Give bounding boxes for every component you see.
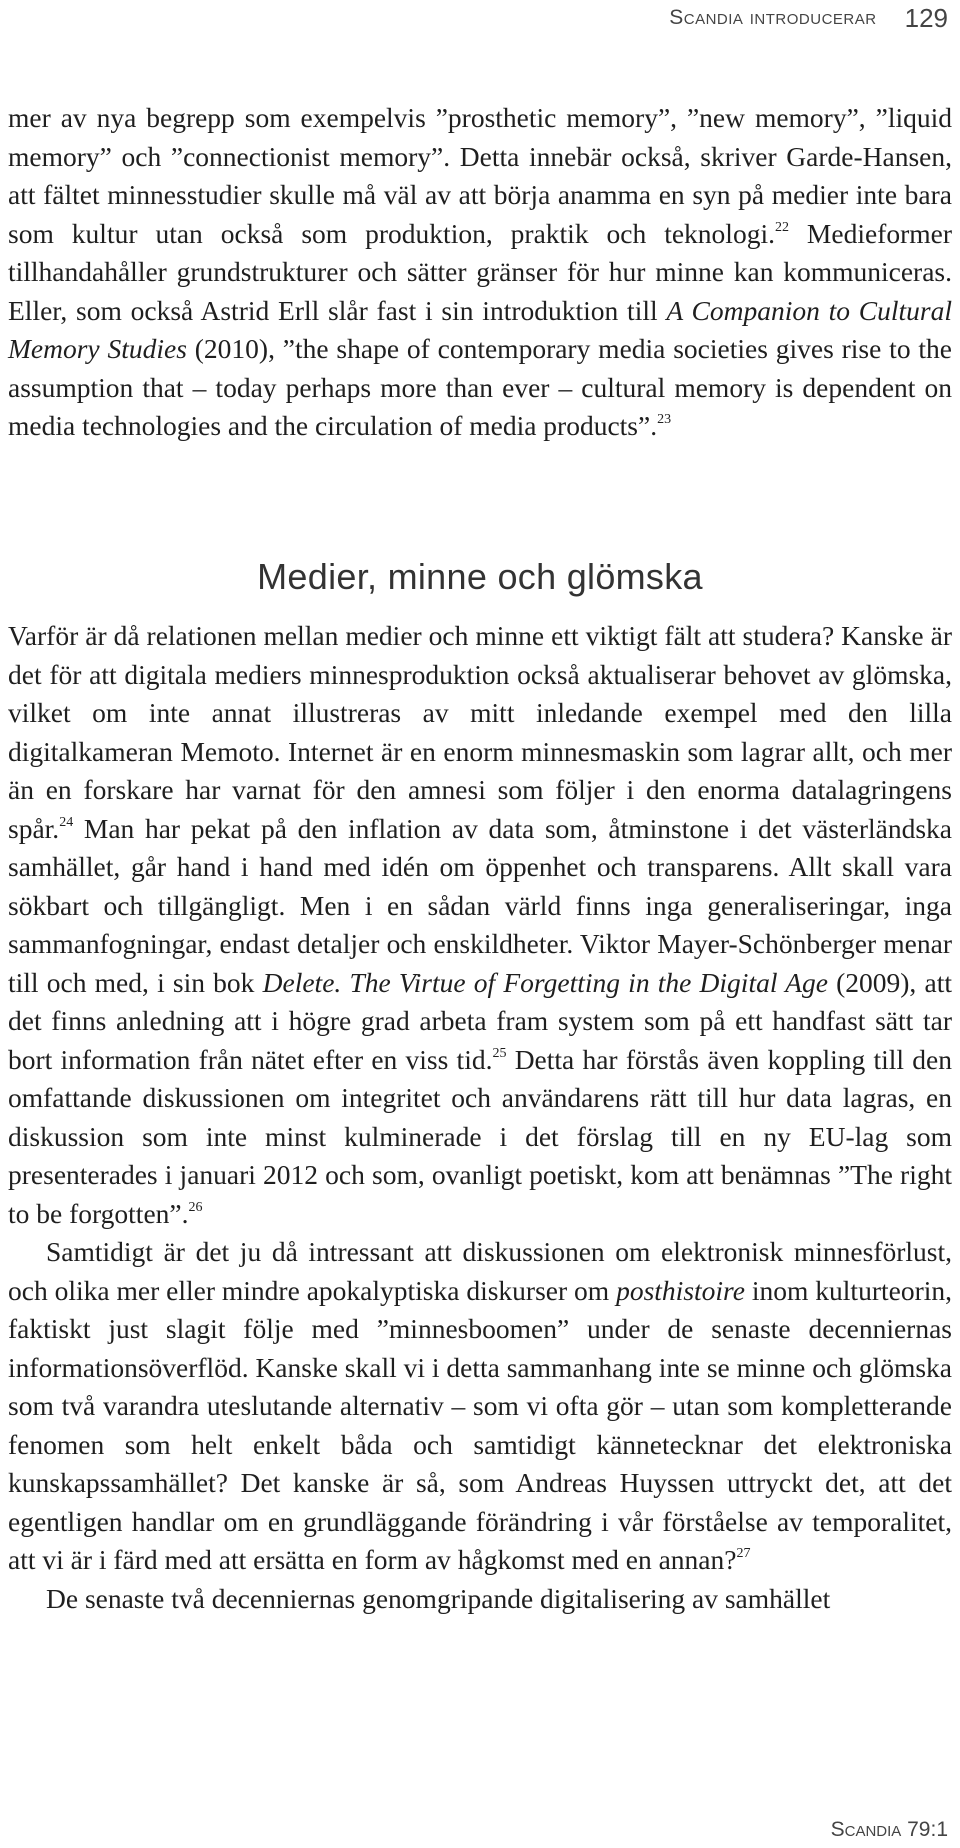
paragraph-2 xyxy=(8,617,952,1233)
footnote-ref-22: 22 xyxy=(774,219,789,235)
running-footer xyxy=(831,1812,948,1848)
footnote-ref-27: 27 xyxy=(736,1546,751,1561)
text-block-section xyxy=(8,617,952,1618)
paragraph-3-text-b: inom kulturteorin, faktiskt just slagit följe med ”minnesboomen” under de senaste decenniernas informationsöverflöd. Kanske skall vi i detta sammanhang inte se minne och glömska som två varandra uteslutande alternativ – som vi ofta gör – utan som kompletterande fenomen som helt enkelt båda och samtidigt kännetecknar det elektroniska kunskapssamhället? Det kanske är så, som Andreas Huyssen uttryckt det, att det egentligen handlar om en grundläggande förändring i vår förståelse av temporalitet, att vi är i färd med att ersätta en form av hågkomst med en annan? xyxy=(8,1274,952,1575)
paragraph-4 xyxy=(8,1580,952,1619)
running-header-title: Scandia introducerar xyxy=(669,6,877,29)
footnote-ref-23: 23 xyxy=(657,412,672,427)
paragraph-2-text-a: Varför är då relationen mellan medier och minne ett viktigt fält att studera? Kanske är det för att digitala mediers minnesproduktion också aktualiserar behovet av glömska, vilket om inte annat illustreras av mitt inledande exempel med den lilla digitalkameran Memoto. Internet är en enorm minnesmaskin som lagrar allt, och mer än en forskare har varnat för den amnesi som följer i den enorma datalagringens spår. xyxy=(8,620,952,844)
footnote-ref-26: 26 xyxy=(188,1199,203,1215)
paragraph-1-text-b: Medieformer tillhandahåller grundstrukturer och sätter gränser för hur minne kan kommuniceras. Eller, som också Astrid Erll slår fast i sin introduktion till xyxy=(8,217,953,326)
running-header xyxy=(669,0,948,36)
paragraph-3 xyxy=(8,1233,952,1580)
book-title-delete: Delete. The Virtue of Forgetting in the Digital Age xyxy=(262,966,828,998)
book-title-companion: A Companion to Cultural Memory Studies xyxy=(8,294,952,364)
paragraph-1-text-a: mer av nya begrepp som exempelvis ”prosthetic memory”, ”new memory”, ”liquid memory” och ”connectionist memory”. Detta innebär också, skriver Garde-Hansen, att fältet minnesstudier skulle må väl av att börja anamma en syn på medier inte bara som kultur utan också som produktion, praktik och teknologi. xyxy=(8,102,952,249)
page-number: 129 xyxy=(904,2,948,33)
paragraph-2-text-d: Detta har förstås även koppling till den omfattande diskussionen om integritet och användarens rätt till hur data lagras, en diskussion som inte minst kulminerade i det förslag till en ny EU-lag som presenterades i januari 2012 och som, ovanligt poetiskt, kom att benämnas ”The right to be forgotten”. xyxy=(8,1043,952,1229)
paragraph-1-text-c: (2010), ”the shape of contemporary media societies gives rise to the assumption that – today perhaps more than ever – cultural memory is dependent on media technologies and the circulation of media products”. xyxy=(8,333,952,441)
footnote-ref-24: 24 xyxy=(59,814,74,830)
term-posthistoire: posthistoire xyxy=(616,1274,745,1306)
paragraph-2-text-b: Man har pekat på den inflation av data som, åtminstone i det västerländska samhället, går hand i hand med idén om öppenhet och transparens. Allt skall vara sökbart och tillgängligt. Men i en sådan värld finns inga generaliseringar, inga sammanfogningar, endast detaljer och enskildheter. Viktor Mayer-Schönberger menar till och med, i sin bok xyxy=(8,812,952,998)
paragraph-2-text-c: (2009), att det finns anledning att i högre grad arbeta fram system som på ett handfast sätt tar bort information från nätet efter en viss tid. xyxy=(8,966,952,1075)
text-block-intro xyxy=(8,99,952,446)
paragraph-3-text-a: Samtidigt är det ju då intressant att diskussionen om elektronisk minnesförlust, och olika mer eller mindre apokalyptiska diskurser om xyxy=(8,1236,952,1306)
journal-issue: Scandia 79:1 xyxy=(830,1818,948,1841)
footnote-ref-25: 25 xyxy=(492,1045,507,1061)
section-heading: Medier, minne och glömska xyxy=(257,556,703,597)
paragraph-1 xyxy=(8,99,952,446)
paragraph-4-text: De senaste två decenniernas genomgripande digitalisering av samhället xyxy=(46,1582,831,1614)
